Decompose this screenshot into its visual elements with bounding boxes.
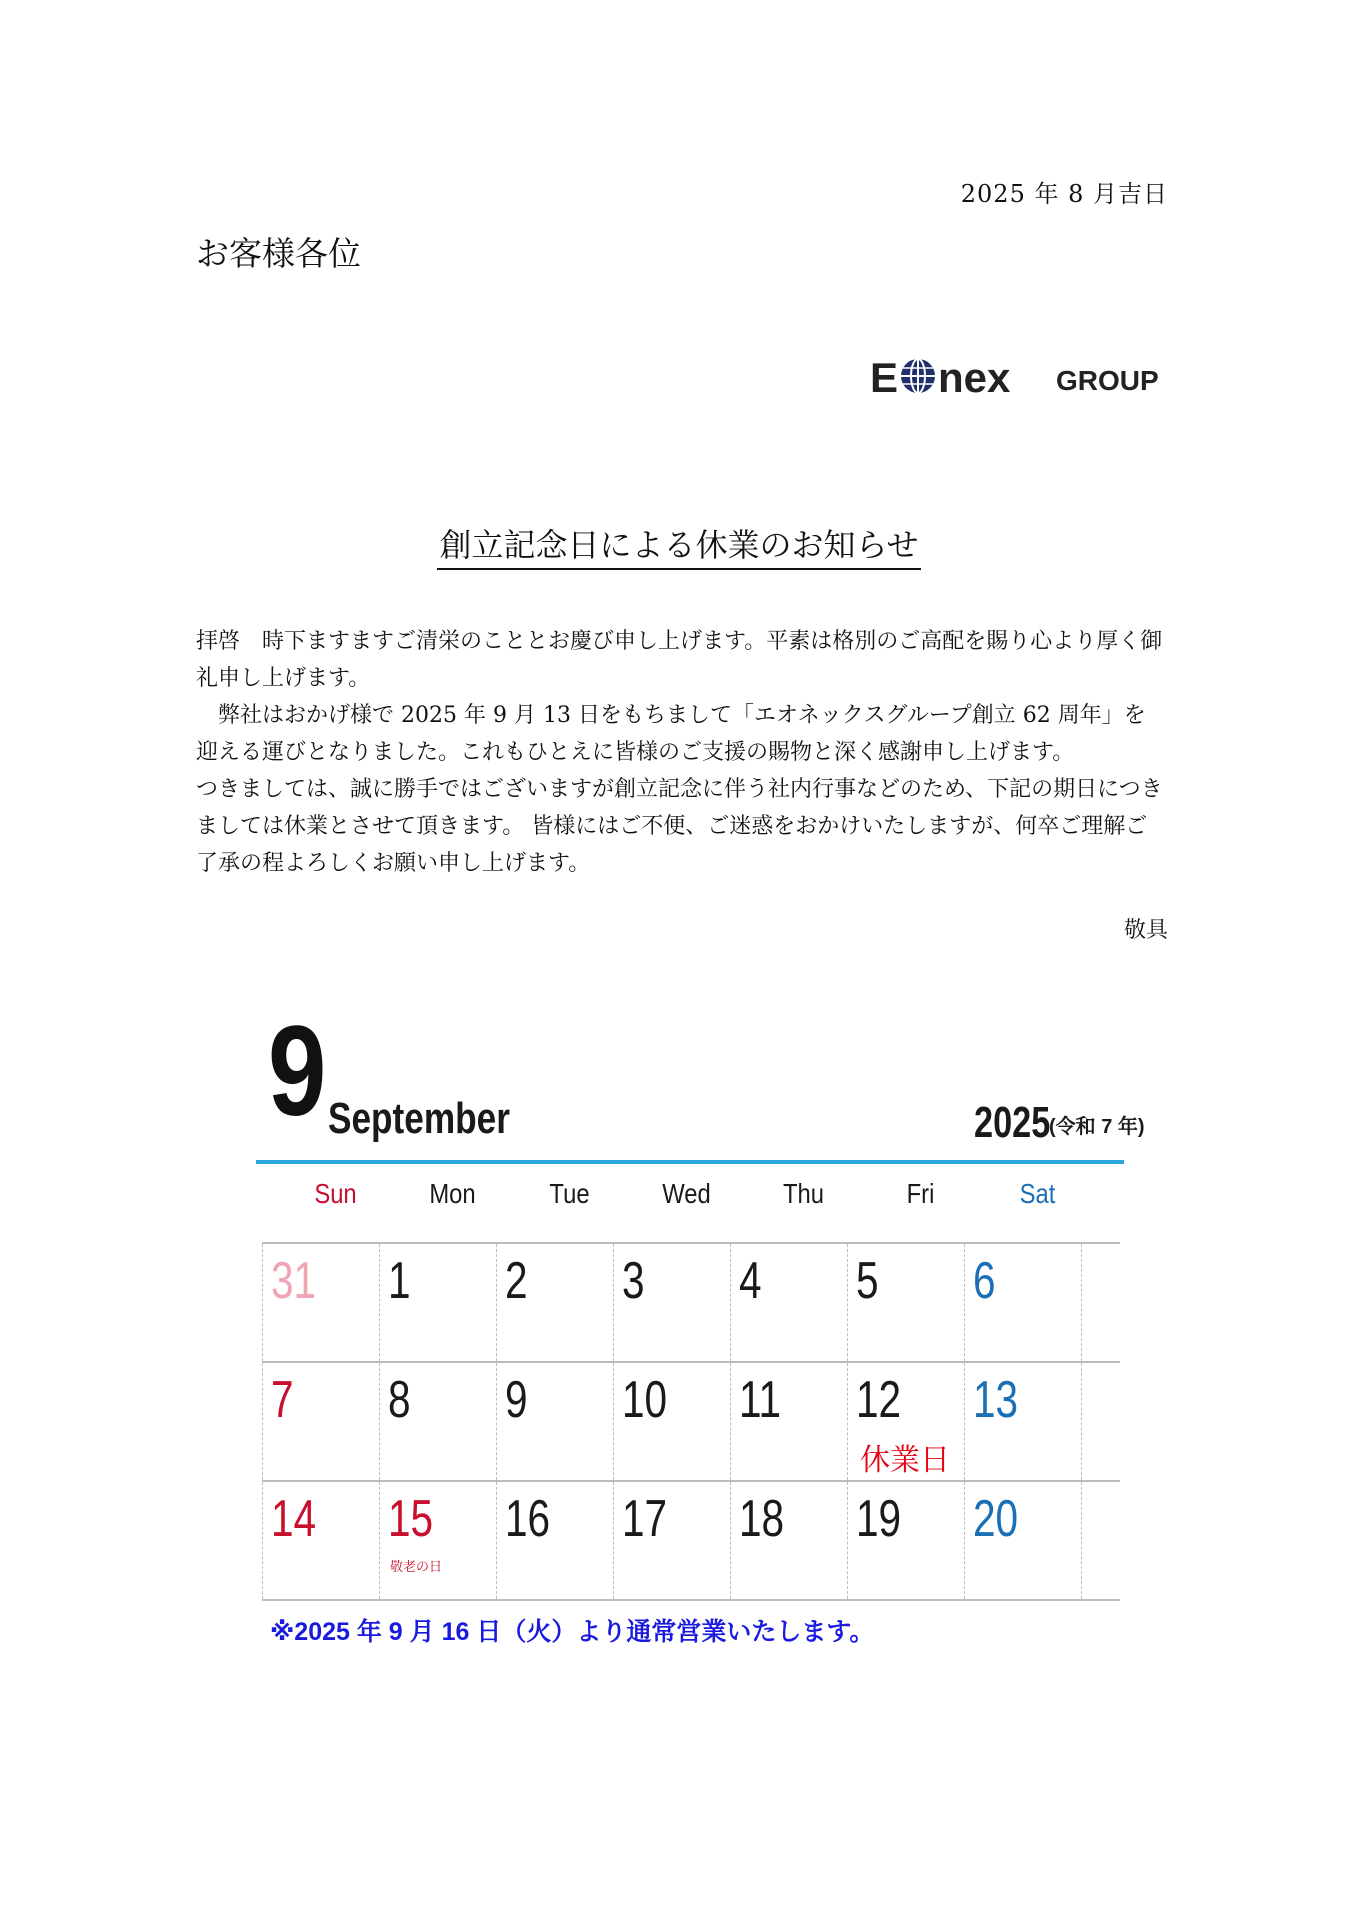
calendar-day-cell xyxy=(730,1363,847,1480)
weekday-thu: Thu xyxy=(782,1178,825,1209)
calendar-day-cell xyxy=(379,1482,496,1599)
addressee: お客様各位 xyxy=(196,234,361,273)
issue-date: 2025 年 8 月吉日 xyxy=(960,180,1168,208)
calendar-day-number: 6 xyxy=(973,1252,996,1310)
eonex-group-logo-icon xyxy=(870,354,1170,400)
calendar-weekday-row xyxy=(277,1178,1097,1210)
weekday-mon: Mon xyxy=(429,1178,476,1209)
calendar-day-number: 5 xyxy=(856,1252,879,1310)
notice-title-text: 創立記念日による休業のお知らせ xyxy=(437,526,920,570)
weekday-sun: Sun xyxy=(314,1178,357,1209)
calendar-day-number: 8 xyxy=(388,1371,411,1429)
calendar-day-number: 3 xyxy=(622,1252,645,1310)
calendar-day-number: 11 xyxy=(739,1371,782,1429)
logo-letter-e: E xyxy=(870,354,899,400)
anniversary-paragraph: 弊社はおかげ様で 2025 年 9 月 13 日をもちまして「エオネックスグループ創立 62 周年」を迎える運びとなりました。これもひとえに皆様のご支援の賜物と深く感謝申し上げます。 xyxy=(196,703,1146,765)
calendar-day-number: 9 xyxy=(505,1371,528,1429)
calendar-month-name: September xyxy=(328,1094,510,1143)
calendar-day-number: 10 xyxy=(622,1371,668,1429)
calendar-day-number: 19 xyxy=(856,1490,902,1548)
calendar-header-rule xyxy=(256,1160,1124,1164)
calendar-day-cell xyxy=(964,1482,1081,1599)
calendar-day-cell xyxy=(847,1482,964,1599)
logo-group-text: GROUP xyxy=(1056,365,1159,396)
closed-day-label: 休業日 xyxy=(860,1444,950,1477)
calendar-day-cell xyxy=(613,1244,730,1361)
calendar-day-cell xyxy=(262,1363,379,1480)
calendar-trailing-cell xyxy=(1081,1482,1120,1599)
calendar-day-number: 18 xyxy=(739,1490,785,1548)
calendar-trailing-cell xyxy=(1081,1363,1120,1480)
weekday-tue: Tue xyxy=(549,1178,590,1209)
svg-text:nex: nex xyxy=(938,354,1011,400)
calendar-day-cell xyxy=(262,1482,379,1599)
calendar-day-number: 15 xyxy=(388,1490,434,1548)
calendar-trailing-cell xyxy=(1081,1244,1120,1361)
calendar-day-cell xyxy=(613,1363,730,1480)
calendar-year: 2025 xyxy=(974,1098,1051,1147)
calendar-day-number: 31 xyxy=(271,1252,317,1310)
globe-icon xyxy=(901,359,935,393)
closure-paragraph: つきましては、誠に勝手ではございますが創立記念に伴う社内行事などのため、下記の期日につきましては休業とさせて頂きます。 皆様にはご不便、ご迷惑をおかけいたしますが、何卒ご理解ご了承の程よろしくお願い申し上げます。 xyxy=(196,777,1163,876)
greeting-paragraph: 拝啓 時下ますますご清栄のこととお慶び申し上げます。平素は格別のご高配を賜り心より厚く御礼申し上げます。 xyxy=(196,629,1163,691)
calendar-day-number: 4 xyxy=(739,1252,762,1310)
calendar-day-cell xyxy=(847,1363,964,1480)
resume-notice: ※2025 年 9 月 16 日（火）より通常営業いたします。 xyxy=(270,1618,875,1646)
calendar-day-cell xyxy=(379,1244,496,1361)
calendar-grid xyxy=(262,1242,1120,1601)
calendar-era: (令和 7 年) xyxy=(1049,1116,1145,1138)
holiday-label: 敬老の日 xyxy=(390,1559,443,1574)
calendar-week-row xyxy=(262,1480,1120,1601)
calendar-month-number: 9 xyxy=(268,1000,324,1143)
calendar-day-number: 17 xyxy=(622,1490,668,1548)
calendar-day-cell xyxy=(847,1244,964,1361)
calendar-day-cell xyxy=(262,1244,379,1361)
weekday-sat: Sat xyxy=(1019,1178,1056,1209)
calendar-day-cell xyxy=(964,1363,1081,1480)
calendar-week-row xyxy=(262,1242,1120,1361)
calendar-day-number: 1 xyxy=(388,1252,411,1310)
calendar-day-cell xyxy=(496,1244,613,1361)
calendar-day-cell xyxy=(613,1482,730,1599)
calendar-day-cell xyxy=(496,1363,613,1480)
closing-word: 敬具 xyxy=(1123,918,1168,943)
letter-body xyxy=(196,623,1166,882)
calendar-day-cell xyxy=(379,1363,496,1480)
calendar-day-number: 7 xyxy=(271,1371,294,1429)
weekday-wed: Wed xyxy=(662,1178,711,1209)
notice-title xyxy=(0,520,1358,566)
calendar-day-cell xyxy=(496,1482,613,1599)
calendar-day-cell xyxy=(964,1244,1081,1361)
calendar-day-number: 20 xyxy=(973,1490,1019,1548)
calendar-week-row xyxy=(262,1361,1120,1480)
calendar-day-number: 2 xyxy=(505,1252,528,1310)
calendar-day-number: 16 xyxy=(505,1490,551,1548)
company-logo xyxy=(870,354,1170,400)
calendar-day-number: 13 xyxy=(973,1371,1019,1429)
calendar-day-number: 12 xyxy=(856,1371,902,1429)
calendar-day-cell xyxy=(730,1482,847,1599)
calendar-day-cell xyxy=(730,1244,847,1361)
calendar-day-number: 14 xyxy=(271,1490,317,1548)
weekday-fri: Fri xyxy=(906,1178,935,1209)
